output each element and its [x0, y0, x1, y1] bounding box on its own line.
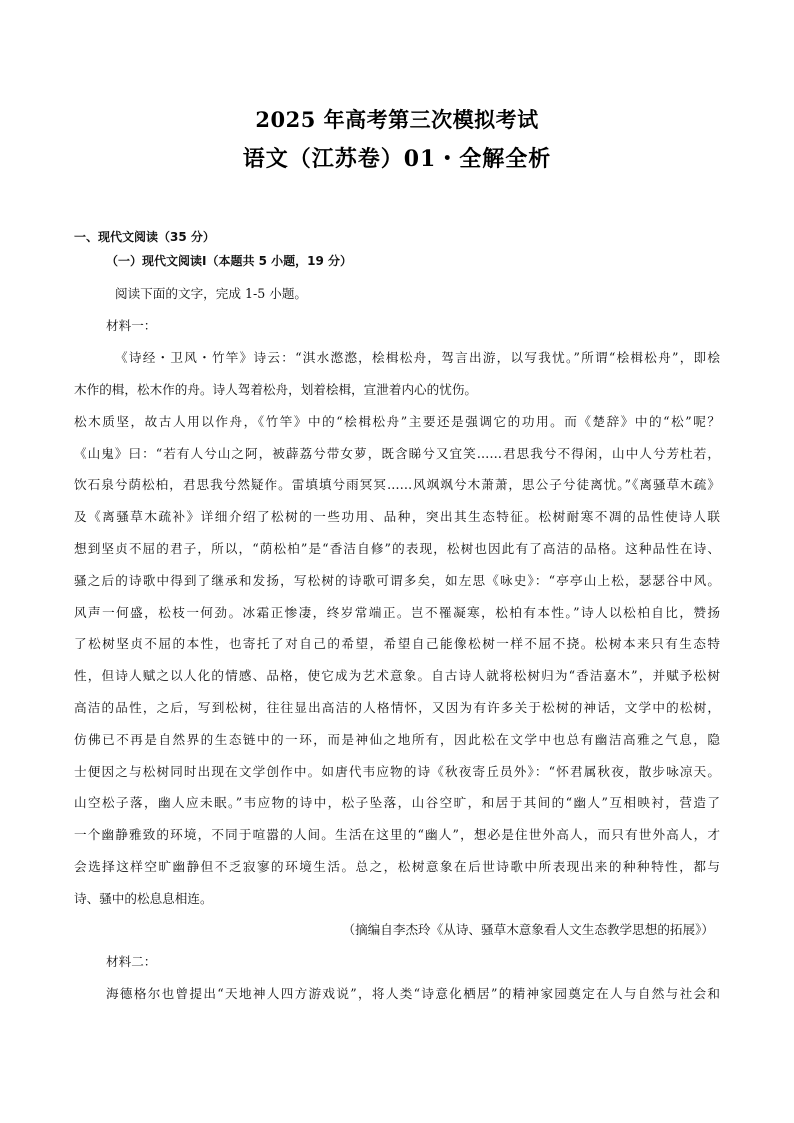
exam-subtitle: 语文（江苏卷）01・全解全析 — [242, 146, 552, 172]
paragraph-line: 高洁的品性，之后，写到松树，往往显出高洁的人格情怀，又因为有许多关于松树的神话，文学中的松树， — [74, 700, 720, 715]
material-one-label: 材料一： — [106, 318, 157, 333]
paragraph-line: 了松树坚贞不屈的本性，也寄托了对自己的希望，希望自己能像松树一样不屈不挠。松树本来只有生态特 — [74, 636, 720, 651]
material-two-label: 材料二： — [106, 954, 157, 969]
paragraph-line: 性，但诗人赋之以人化的情感、品格，使它成为艺术意象。自古诗人就将松树归为“香洁嘉木”，并赋予松树 — [74, 668, 720, 683]
paragraph-line: 及《离骚草木疏补》详细介绍了松树的一些功用、品种，突出其生态特征。松树耐寒不凋的品性使诗人联 — [74, 509, 720, 524]
paragraph-line: 一个幽静雅致的环境，不同于喧嚣的人间。生活在这里的“幽人”，想必是住世外高人，而只有世外高人，才 — [74, 827, 720, 842]
paragraph-line: 饮石泉兮荫松柏，君思我兮然疑作。雷填填兮雨冥冥……风飒飒兮木萧萧，思公子兮徒离忧。”《离骚草木疏》 — [74, 477, 720, 492]
material-one-source: （摘编自李杰玲《从诗、骚草木意象看人文生态教学思想的拓展》） — [342, 922, 714, 937]
paragraph-line: 松木质坚，故古人用以作舟，《竹竿》中的“桧楫松舟”主要还是强调它的功用。而《楚辞》中的“松”呢？ — [74, 414, 720, 429]
paragraph-line: 木作的楫，松木作的舟。诗人驾着松舟，划着桧楫，宣泄着内心的忧伤。 — [74, 382, 477, 397]
paragraph-line: 《诗经・卫风・竹竿》诗云：“淇水滺滺，桧楫松舟，驾言出游，以写我忧。”所谓“桧楫松舟”，即桧 — [115, 350, 720, 365]
paragraph-line: 士便因之与松树同时出现在文学创作中。如唐代韦应物的诗《秋夜寄丘员外》：“怀君属秋夜，散步咏凉天。 — [74, 764, 720, 779]
paragraph-line: 会选择这样空旷幽静但不乏寂寥的环境生活。总之，松树意象在后世诗歌中所表现出来的种种特性，都与 — [74, 859, 720, 874]
paragraph-line: 海德格尔也曾提出“天地神人四方游戏说”，将人类“诗意化栖居”的精神家园奠定在人与自然与社会和 — [106, 986, 720, 1001]
paragraph-line: 诗、骚中的松息息相连。 — [74, 891, 213, 906]
paragraph-line: 山空松子落，幽人应未眠。”韦应物的诗中，松子坠落，山谷空旷，和居于其间的“幽人”互相映衬，营造了 — [74, 795, 720, 810]
paragraph-line: 风声一何盛，松枝一何劲。冰霜正惨凄，终岁常端正。岂不罹凝寒，松柏有本性。”诗人以松柏自比，赞扬 — [74, 605, 720, 620]
exam-title: 2025 年高考第三次模拟考试 — [255, 107, 539, 132]
paragraph-line: 仿佛已不再是自然界的生态链中的一环，而是神仙之地所有，因此松在文学中也总有幽洁高雅之气息，隐 — [74, 732, 720, 747]
paragraph-line: 《山鬼》曰：“若有人兮山之阿，被薜荔兮带女萝，既含睇兮又宜笑……君思我兮不得闲，山中人兮芳杜若， — [74, 446, 720, 461]
instruction-text: 阅读下面的文字，完成 1-5 小题。 — [115, 286, 308, 301]
section-subheading: （一）现代文阅读Ⅰ（本题共 5 小题，19 分） — [106, 254, 353, 268]
section-heading: 一、现代文阅读（35 分） — [74, 230, 215, 244]
paragraph-line: 骚之后的诗歌中得到了继承和发扬，写松树的诗歌可谓多矣，如左思《咏史》：“亭亭山上松，瑟瑟谷中风。 — [74, 573, 720, 588]
paragraph-line: 想到坚贞不屈的君子，所以，“荫松柏”是“香洁自修”的表现，松树也因此有了高洁的品格。这种品性在诗、 — [74, 541, 720, 556]
